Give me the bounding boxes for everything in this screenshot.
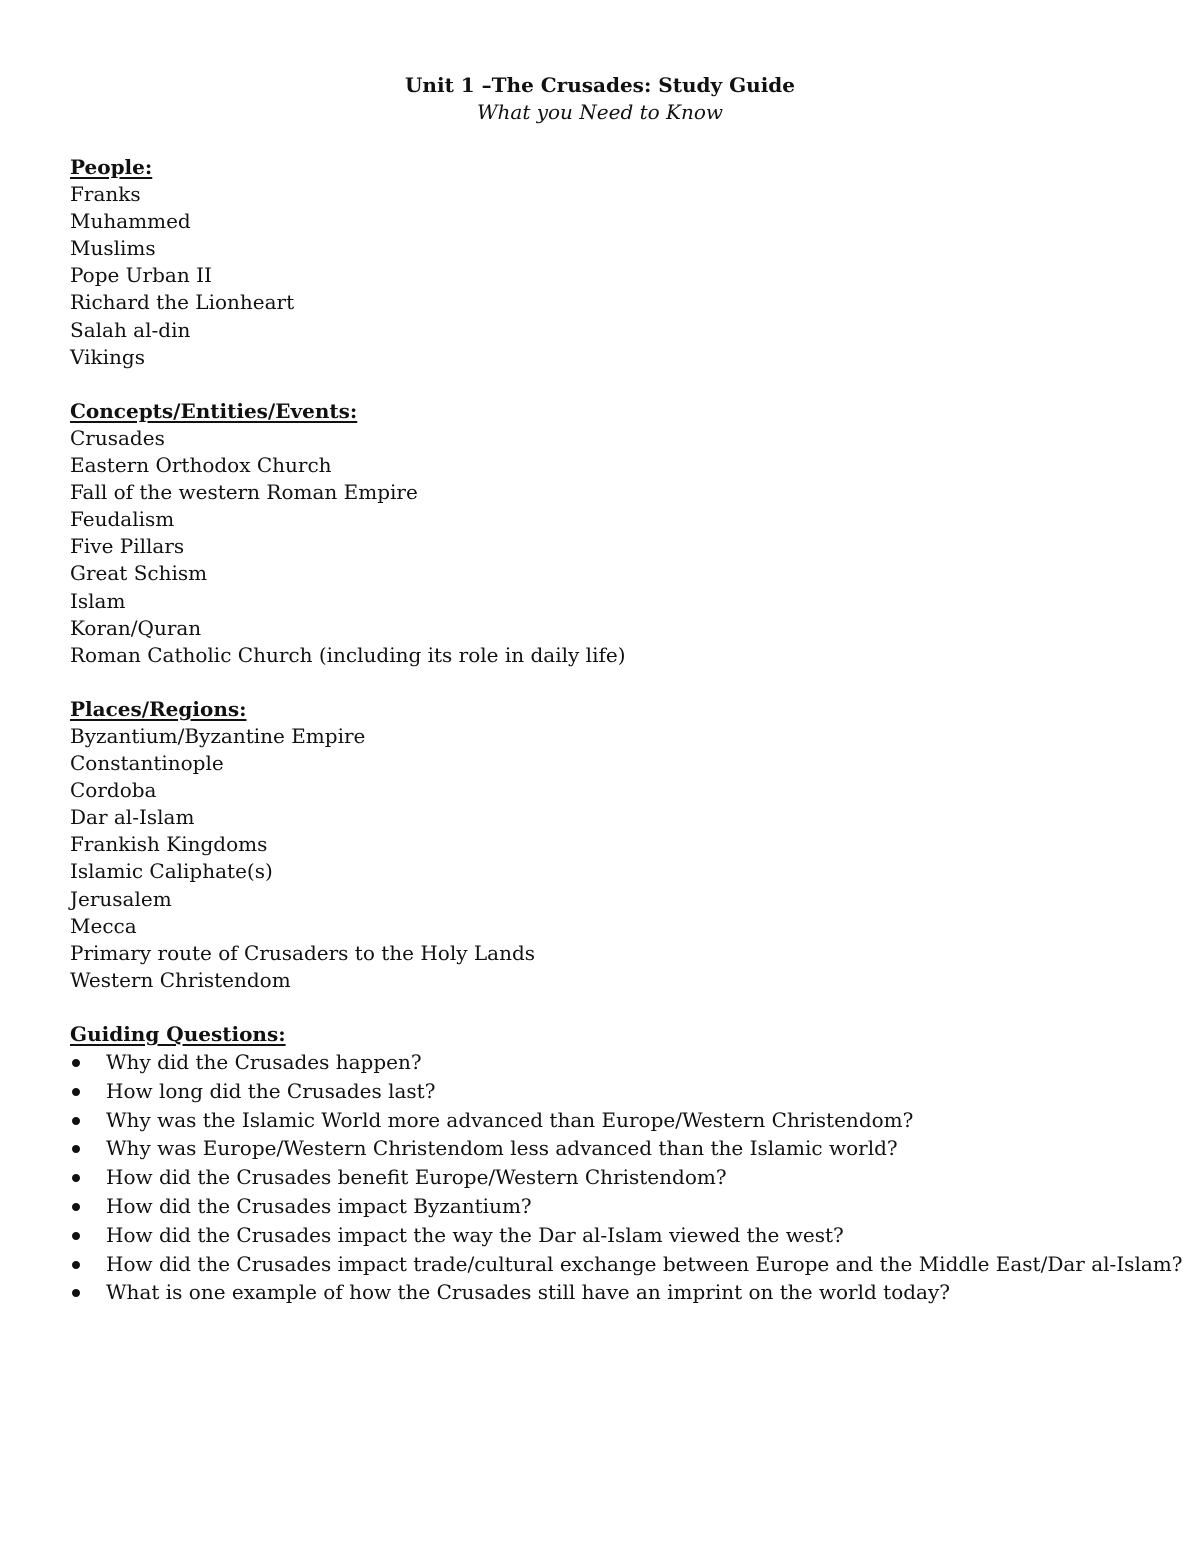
people-item: Muhammed bbox=[70, 209, 191, 234]
bullet-icon bbox=[72, 1261, 80, 1269]
places-item: Islamic Caliphate(s) bbox=[70, 859, 273, 884]
question-item bbox=[70, 1134, 1170, 1163]
question-text: Why was the Islamic World more advanced than Europe/Western Christendom? bbox=[106, 1107, 914, 1132]
places-heading: Places/Regions: bbox=[70, 696, 247, 721]
study-guide-content bbox=[70, 154, 1183, 1307]
question-item bbox=[70, 1048, 1170, 1077]
question-text: How did the Crusades impact trade/cultural exchange between Europe and the Middle East/Dar al-Islam? bbox=[106, 1251, 1183, 1276]
question-item bbox=[70, 1250, 1183, 1279]
question-item bbox=[70, 1106, 1170, 1135]
document-subtitle: What you Need to Know bbox=[476, 100, 724, 124]
bullet-icon bbox=[72, 1145, 80, 1153]
question-text: Why did the Crusades happen? bbox=[106, 1050, 422, 1075]
question-item bbox=[70, 1192, 1170, 1221]
concepts-item: Islam bbox=[70, 588, 126, 613]
concepts-item: Eastern Orthodox Church bbox=[70, 453, 332, 478]
bullet-icon bbox=[72, 1059, 80, 1067]
people-item: Franks bbox=[70, 182, 141, 207]
people-item: Muslims bbox=[70, 236, 156, 261]
questions-heading: Guiding Questions: bbox=[70, 1022, 286, 1046]
question-item bbox=[70, 1221, 1170, 1250]
question-text: How did the Crusades benefit Europe/Western Christendom? bbox=[106, 1165, 727, 1190]
concepts-heading: Concepts/Entities/Events: bbox=[70, 398, 358, 423]
people-item: Salah al-din bbox=[70, 317, 191, 342]
concepts-item: Feudalism bbox=[70, 507, 175, 532]
places-item: Primary route of Crusaders to the Holy Lands bbox=[70, 940, 536, 965]
places-item: Jerusalem bbox=[70, 886, 172, 911]
question-text: How did the Crusades impact the way the Dar al-Islam viewed the west? bbox=[106, 1222, 844, 1247]
question-item bbox=[70, 1163, 1170, 1192]
places-item: Frankish Kingdoms bbox=[70, 832, 268, 857]
people-item: Vikings bbox=[70, 344, 145, 369]
document-title: Unit 1 –The Crusades: Study Guide bbox=[404, 73, 796, 97]
concepts-item: Five Pillars bbox=[70, 534, 185, 559]
concepts-item: Great Schism bbox=[70, 561, 208, 586]
concepts-item: Roman Catholic Church (including its role in daily life) bbox=[70, 642, 626, 667]
people-item: Pope Urban II bbox=[70, 263, 212, 288]
bullet-icon bbox=[72, 1088, 80, 1096]
bullet-icon bbox=[72, 1203, 80, 1211]
question-text: Why was Europe/Western Christendom less advanced than the Islamic world? bbox=[106, 1136, 898, 1161]
bullet-icon bbox=[72, 1289, 80, 1297]
places-item: Byzantium/Byzantine Empire bbox=[70, 723, 366, 748]
places-item: Cordoba bbox=[70, 778, 157, 803]
people-item: Richard the Lionheart bbox=[70, 290, 295, 315]
bullet-icon bbox=[72, 1117, 80, 1125]
question-text: What is one example of how the Crusades still have an imprint on the world today? bbox=[106, 1280, 950, 1305]
places-item: Mecca bbox=[70, 913, 137, 938]
questions-list bbox=[70, 1048, 1183, 1307]
question-text: How did the Crusades impact Byzantium? bbox=[106, 1194, 532, 1219]
places-item: Constantinople bbox=[70, 751, 224, 776]
bullet-icon bbox=[72, 1232, 80, 1240]
concepts-item: Crusades bbox=[70, 425, 165, 450]
concepts-item: Koran/Quran bbox=[70, 615, 202, 640]
concepts-item: Fall of the western Roman Empire bbox=[70, 480, 418, 505]
question-item bbox=[70, 1077, 1170, 1106]
bullet-icon bbox=[72, 1174, 80, 1182]
question-text: How long did the Crusades last? bbox=[106, 1078, 436, 1103]
places-item: Western Christendom bbox=[70, 967, 291, 992]
question-item bbox=[70, 1278, 1170, 1307]
people-heading: People: bbox=[70, 155, 153, 179]
places-item: Dar al-Islam bbox=[70, 805, 195, 830]
